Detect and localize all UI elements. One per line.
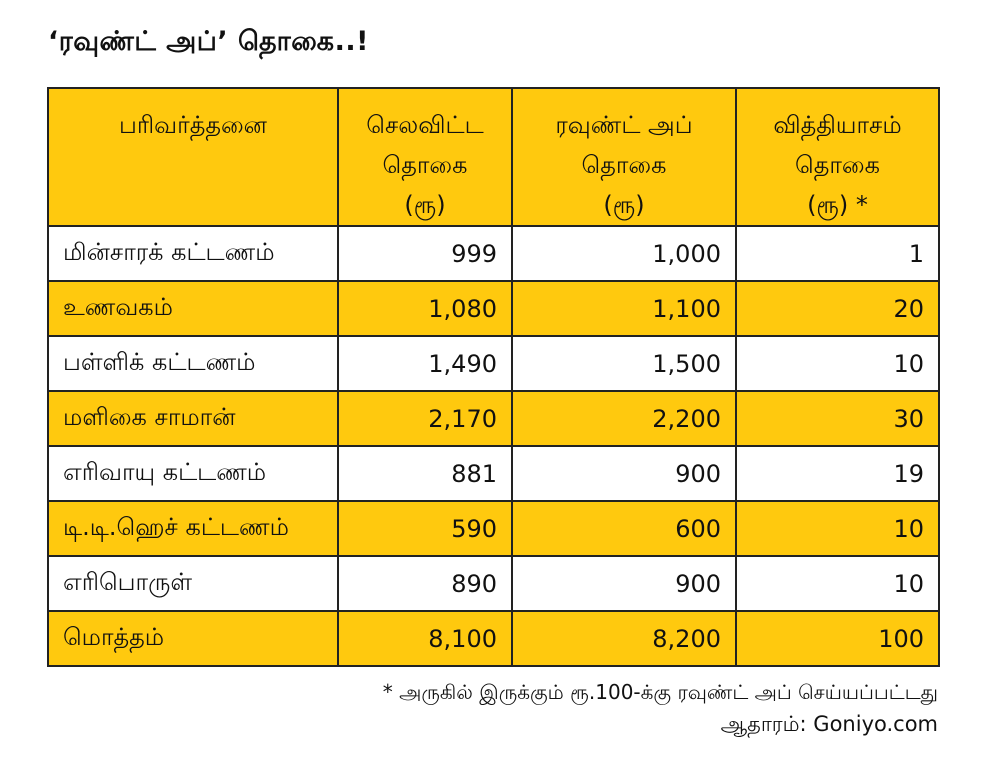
cell-difference: 10 bbox=[736, 556, 939, 611]
cell-difference: 10 bbox=[736, 501, 939, 556]
table-row bbox=[48, 501, 939, 556]
footnote: * அருகில் இருக்கும் ரூ.100-க்கு ரவுண்ட் அப் செய்யப்பட்டது bbox=[382, 680, 938, 704]
cell-roundup: 1,000 bbox=[512, 226, 736, 281]
cell-spent: 1,490 bbox=[338, 336, 512, 391]
header-spent-line-2: தொகை bbox=[382, 151, 468, 179]
cell-spent: 881 bbox=[338, 446, 512, 501]
header-roundup-line-1: ரவுண்ட் அப் bbox=[555, 111, 693, 139]
header-spent-line-3: (ரூ) bbox=[404, 191, 446, 219]
cell-roundup: 900 bbox=[512, 446, 736, 501]
cell-transaction: எரிபொருள் bbox=[48, 556, 338, 611]
cell-transaction: உணவகம் bbox=[48, 281, 338, 336]
header-spent-amount bbox=[338, 88, 512, 226]
cell-spent: 999 bbox=[338, 226, 512, 281]
cell-difference: 10 bbox=[736, 336, 939, 391]
table-row bbox=[48, 391, 939, 446]
header-roundup-line-2: தொகை bbox=[581, 151, 667, 179]
table-row bbox=[48, 446, 939, 501]
table-row bbox=[48, 556, 939, 611]
cell-transaction: மளிகை சாமான் bbox=[48, 391, 338, 446]
cell-transaction: மின்சாரக் கட்டணம் bbox=[48, 226, 338, 281]
table-row bbox=[48, 226, 939, 281]
header-transaction bbox=[48, 88, 338, 226]
header-difference-amount bbox=[736, 88, 939, 226]
header-difference-line-3: (ரூ) * bbox=[807, 191, 868, 219]
cell-roundup: 900 bbox=[512, 556, 736, 611]
cell-roundup: 1,500 bbox=[512, 336, 736, 391]
source-credit: ஆதாரம்: Goniyo.com bbox=[720, 712, 938, 736]
table-header-row bbox=[48, 88, 939, 226]
cell-difference: 1 bbox=[736, 226, 939, 281]
roundup-table bbox=[47, 87, 940, 667]
page-title: ‘ரவுண்ட் அப்’ தொகை..! bbox=[48, 26, 369, 57]
cell-total-spent: 8,100 bbox=[338, 611, 512, 666]
cell-roundup: 1,100 bbox=[512, 281, 736, 336]
cell-difference: 19 bbox=[736, 446, 939, 501]
cell-spent: 2,170 bbox=[338, 391, 512, 446]
cell-roundup: 2,200 bbox=[512, 391, 736, 446]
header-roundup-amount bbox=[512, 88, 736, 226]
cell-transaction: எரிவாயு கட்டணம் bbox=[48, 446, 338, 501]
cell-difference: 20 bbox=[736, 281, 939, 336]
cell-spent: 890 bbox=[338, 556, 512, 611]
cell-transaction: பள்ளிக் கட்டணம் bbox=[48, 336, 338, 391]
header-spent-line-1: செலவிட்ட bbox=[366, 111, 484, 139]
cell-transaction: டி.டி.ஹெச் கட்டணம் bbox=[48, 501, 338, 556]
cell-total-roundup: 8,200 bbox=[512, 611, 736, 666]
header-difference-line-2: தொகை bbox=[795, 151, 880, 179]
table-row bbox=[48, 281, 939, 336]
header-transaction-line: பரிவர்த்தனை bbox=[119, 111, 267, 139]
cell-total-difference: 100 bbox=[736, 611, 939, 666]
table-row bbox=[48, 336, 939, 391]
cell-spent: 1,080 bbox=[338, 281, 512, 336]
cell-spent: 590 bbox=[338, 501, 512, 556]
cell-roundup: 600 bbox=[512, 501, 736, 556]
cell-difference: 30 bbox=[736, 391, 939, 446]
table-total-row bbox=[48, 611, 939, 666]
cell-total-label: மொத்தம் bbox=[48, 611, 338, 666]
header-roundup-line-3: (ரூ) bbox=[603, 191, 645, 219]
header-difference-line-1: வித்தியாசம் bbox=[773, 111, 902, 139]
